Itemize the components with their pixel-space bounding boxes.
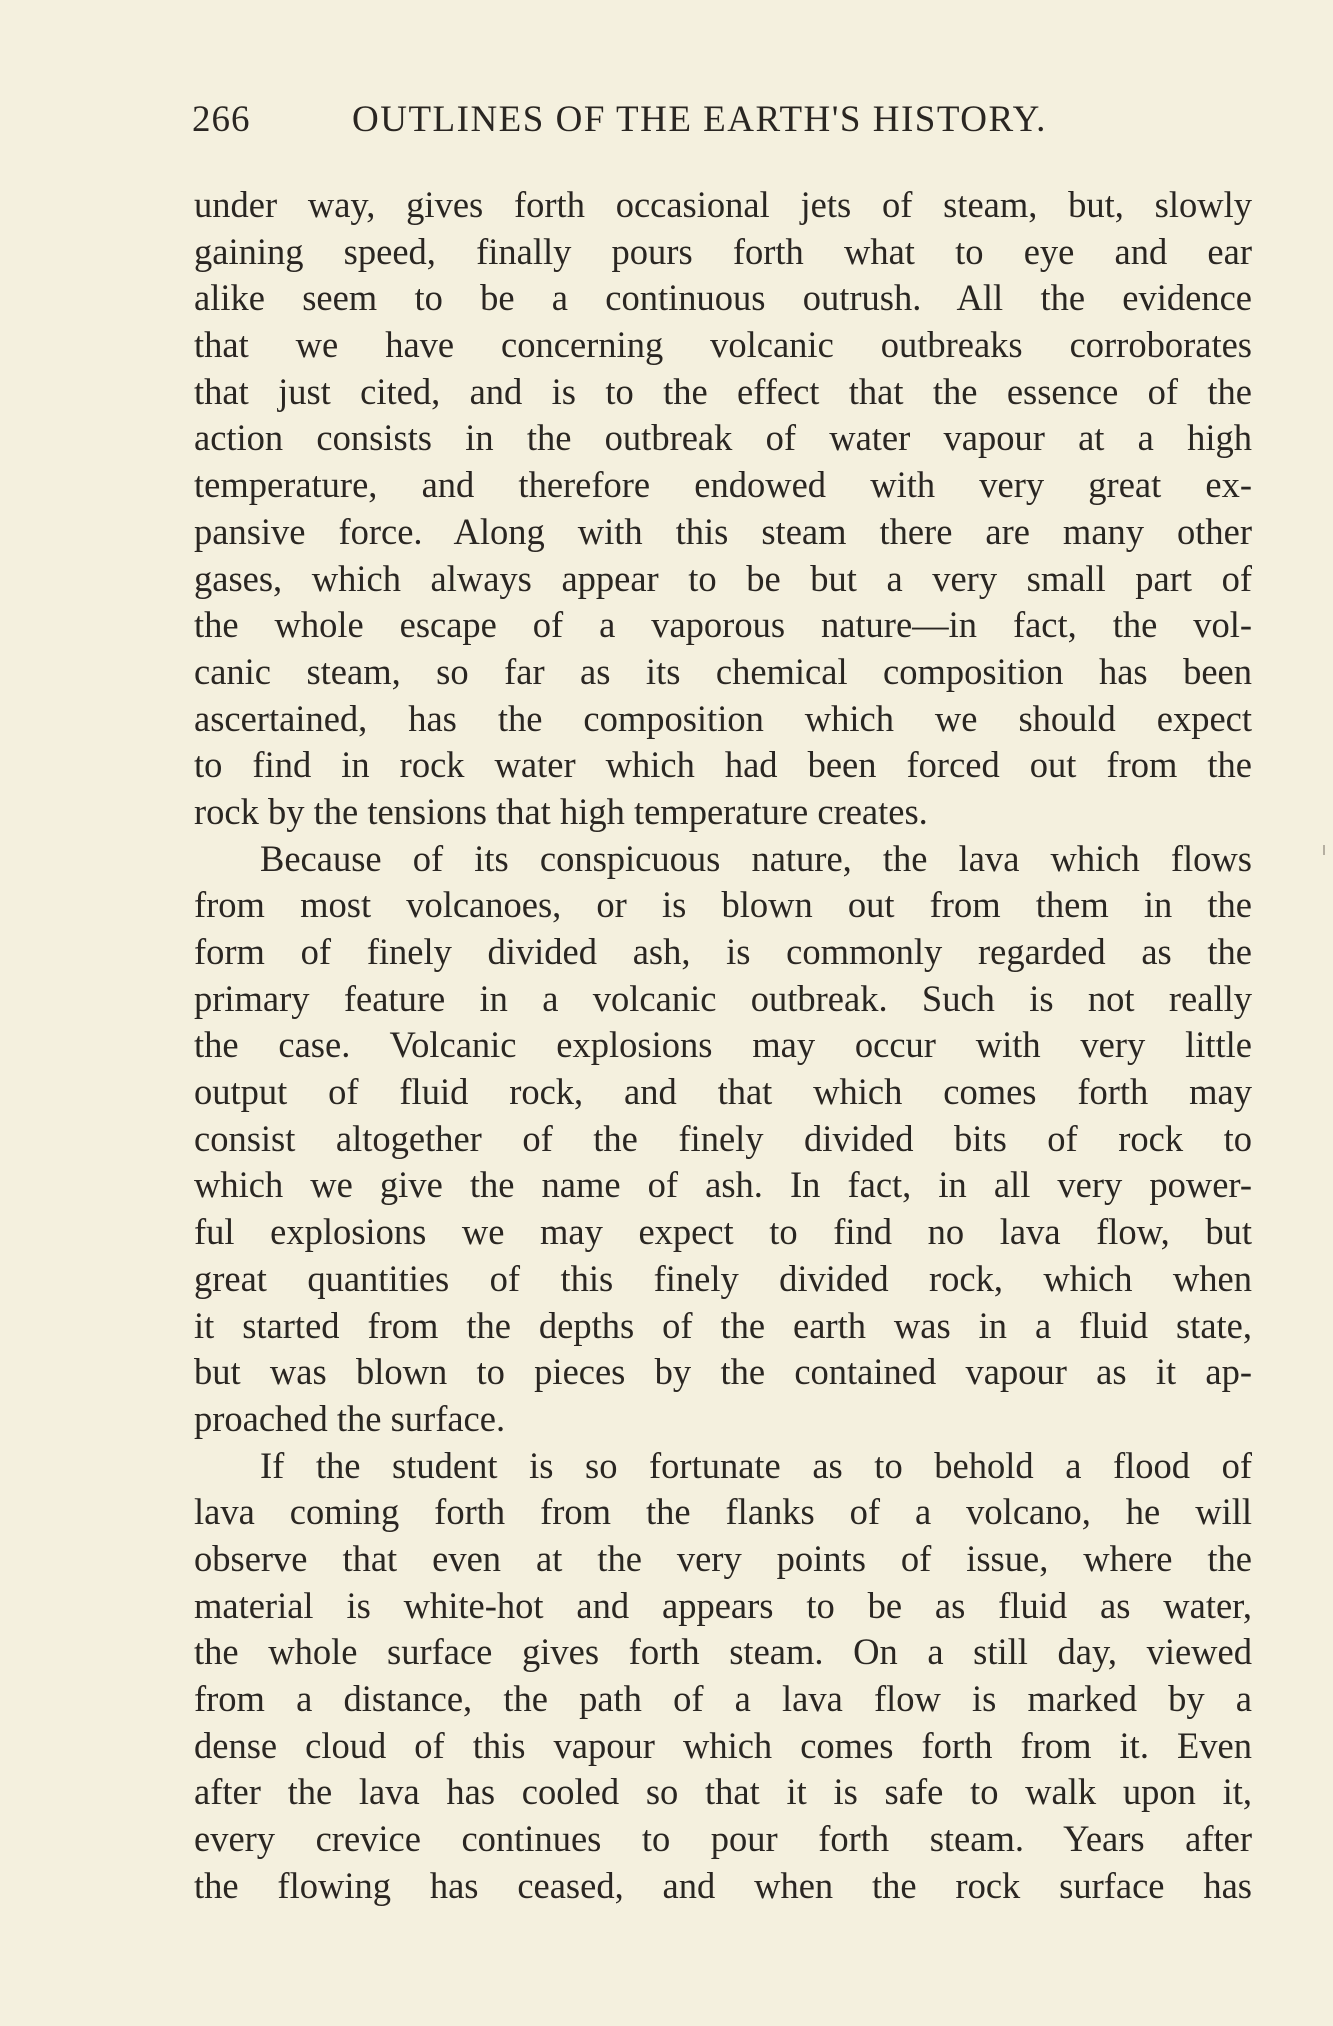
text-line: that just cited, and is to the effect that the essence of the [194, 370, 1252, 412]
text-line: every crevice continues to pour forth steam. Years after [194, 1818, 1252, 1860]
text-line: material is white-hot and appears to be as fluid as water, [194, 1584, 1252, 1626]
text-line: dense cloud of this vapour which comes forth from it. Even [194, 1724, 1252, 1766]
text-line: which we give the name of ash. In fact, in all very power- [194, 1164, 1252, 1206]
text-line: alike seem to be a continuous outrush. All the evidence [194, 277, 1252, 319]
page-header [192, 98, 1252, 148]
text-line: consist altogether of the finely divided bits of rock to [194, 1117, 1252, 1159]
text-line: rock by the tensions that high temperature creates. [194, 790, 928, 832]
text-line: Because of its conspicuous nature, the lava which flows [260, 837, 1252, 879]
text-line: action consists in the outbreak of water vapour at a high [194, 417, 1252, 459]
page-number: 266 [192, 99, 251, 140]
text-line: temperature, and therefore endowed with very great ex- [194, 464, 1252, 506]
running-title: OUTLINES OF THE EARTH'S HISTORY. [352, 99, 1047, 140]
text-line: output of fluid rock, and that which comes forth may [194, 1071, 1252, 1113]
text-line: to find in rock water which had been forced out from the [194, 744, 1252, 786]
text-line: gases, which always appear to be but a very small part of [194, 557, 1252, 599]
text-line: from a distance, the path of a lava flow is marked by a [194, 1678, 1252, 1719]
text-line: it started from the depths of the earth was in a fluid state, [194, 1304, 1252, 1346]
text-line: great quantities of this finely divided rock, which when [194, 1257, 1252, 1299]
text-line: pansive force. Along with this steam there are many other [194, 510, 1252, 552]
text-line: the flowing has ceased, and when the rock surface has [194, 1864, 1252, 1906]
text-line: gaining speed, finally pours forth what to eye and ear [194, 230, 1252, 272]
text-line: but was blown to pieces by the contained vapour as it ap- [194, 1351, 1252, 1393]
text-line: canic steam, so far as its chemical composition has been [194, 650, 1252, 692]
text-line: the whole surface gives forth steam. On a still day, viewed [194, 1631, 1252, 1673]
text-line: under way, gives forth occasional jets of steam, but, slowly [194, 184, 1252, 225]
text-line: from most volcanoes, or is blown out from them in the [194, 884, 1252, 926]
text-line: after the lava has cooled so that it is safe to walk upon it, [194, 1771, 1252, 1813]
text-line: ful explosions we may expect to find no lava flow, but [194, 1211, 1252, 1253]
text-line: form of finely divided ash, is commonly regarded as the [194, 931, 1252, 972]
text-line: ascertained, has the composition which we should expect [194, 697, 1252, 739]
text-line: lava coming forth from the flanks of a volcano, he will [194, 1491, 1252, 1533]
paper-speck [1323, 845, 1325, 855]
text-line: proached the surface. [194, 1397, 506, 1439]
text-line: observe that even at the very points of issue, where the [194, 1537, 1252, 1579]
body-text [194, 182, 1252, 1909]
text-line: primary feature in a volcanic outbreak. Such is not really [194, 977, 1252, 1019]
text-line: If the student is so fortunate as to behold a flood of [260, 1444, 1252, 1486]
text-line: the whole escape of a vaporous nature—in fact, the vol- [194, 604, 1252, 646]
text-line: the case. Volcanic explosions may occur with very little [194, 1024, 1252, 1066]
text-line: that we have concerning volcanic outbreaks corroborates [194, 324, 1252, 366]
